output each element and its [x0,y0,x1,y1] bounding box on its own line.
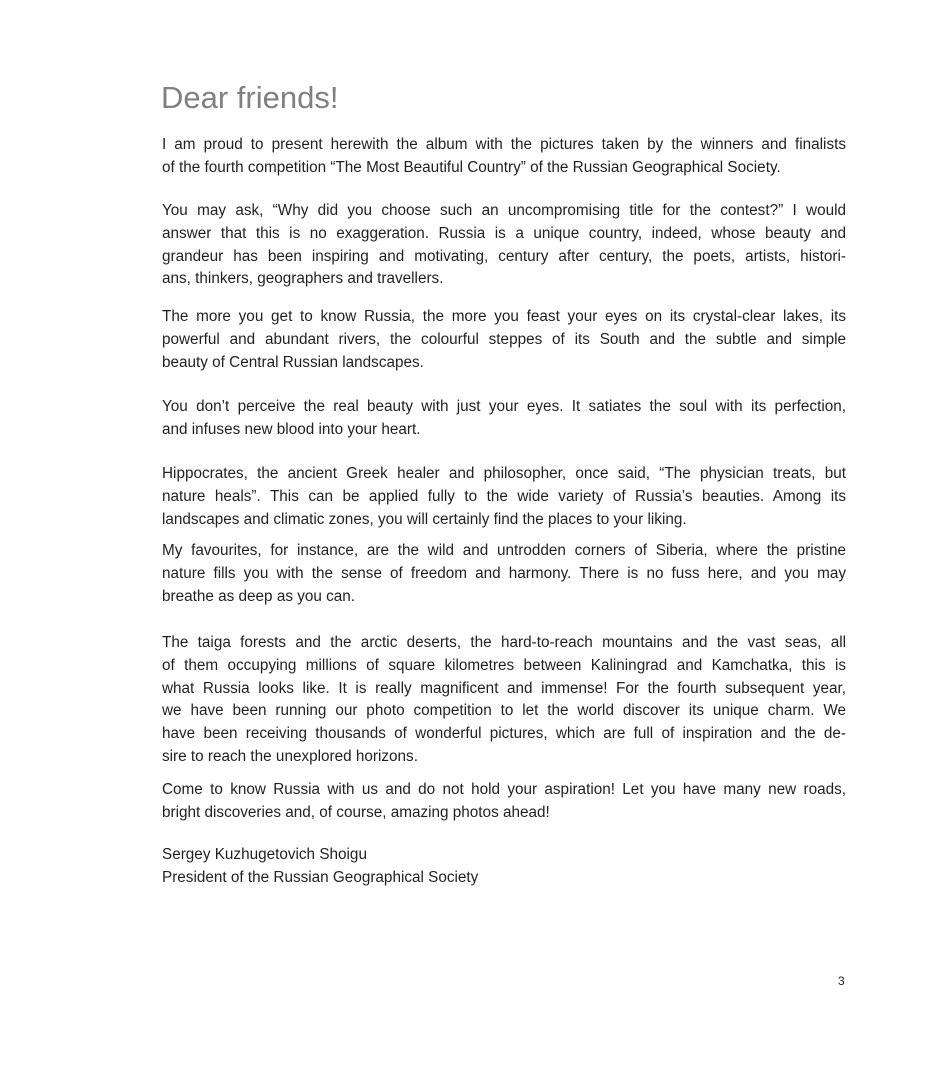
text-line: grandeur has been inspiring and motivating, century after century, the poets, artists, histori- [162,247,846,265]
text-line: we have been running our photo competition to let the world discover its unique charm. We [162,702,846,720]
text-line: nature fills you with the sense of freedom and harmony. There is no fuss here, and you may [162,564,846,582]
signature-name: Sergey Kuzhugetovich Shoigu [162,846,367,863]
signature-block [162,844,846,890]
text-line: You don’t perceive the real beauty with just your eyes. It satiates the soul with its perfection, [162,398,846,415]
text-line: My favourites, for instance, are the wild and untrodden corners of Siberia, where the pristine [162,542,846,559]
text-line: sire to reach the unexplored horizons. [162,747,418,765]
signature-title: President of the Russian Geographical Society [162,868,479,886]
text-line: powerful and abundant rivers, the colourful steppes of its South and the subtle and simple [162,330,846,348]
paragraph-siberia [162,540,846,608]
text-line: Come to know Russia with us and do not hold your aspiration! Let you have many new roads, [162,781,846,798]
text-line: of them occupying millions of square kilometres between Kaliningrad and Kamchatka, this is [162,656,846,674]
text-line: nature heals”. This can be applied fully to the wide variety of Russia’s beauties. Among its [162,487,846,505]
text-line: answer that this is no exaggeration. Russia is a unique country, indeed, whose beauty and [162,224,846,242]
paragraph-competition [162,632,846,769]
paragraph-real-beauty [162,396,846,442]
paragraph-closing [162,779,846,825]
text-line: Hippocrates, the ancient Greek healer and philosopher, once said, “The physician treats, but [162,465,846,482]
text-line: breathe as deep as you can. [162,587,356,605]
text-line: bright discoveries and, of course, amazing photos ahead! [162,803,550,821]
paragraph-title-question [162,200,846,291]
text-line: landscapes and climatic zones, you will certainly find the places to your liking. [162,510,687,528]
text-line: beauty of Central Russian landscapes. [162,353,424,371]
text-line: You may ask, “Why did you choose such an uncompromising title for the contest?” I would [162,202,846,219]
text-line: The more you get to know Russia, the more you feast your eyes on its crystal-clear lakes, its [162,308,846,325]
text-line: and infuses new blood into your heart. [162,420,421,438]
paragraph-hippocrates [162,463,846,531]
text-line: what Russia looks like. It is really magnificent and immense! For the fourth subsequent year, [162,679,846,697]
text-line: The taiga forests and the arctic deserts, the hard-to-reach mountains and the vast seas, all [162,634,846,651]
paragraph-landscapes [162,306,846,374]
text-line: ans, thinkers, geographers and travellers. [162,270,444,288]
paragraph-intro [162,134,846,180]
text-line: I am proud to present herewith the album with the pictures taken by the winners and finalists [162,136,846,153]
page-number: 3 [838,974,845,988]
text-line: have been receiving thousands of wonderful pictures, which are full of inspiration and the de- [162,725,846,743]
page-title: Dear friends! [161,80,339,115]
text-line: of the fourth competition “The Most Beautiful Country” of the Russian Geographical Society. [162,158,781,176]
